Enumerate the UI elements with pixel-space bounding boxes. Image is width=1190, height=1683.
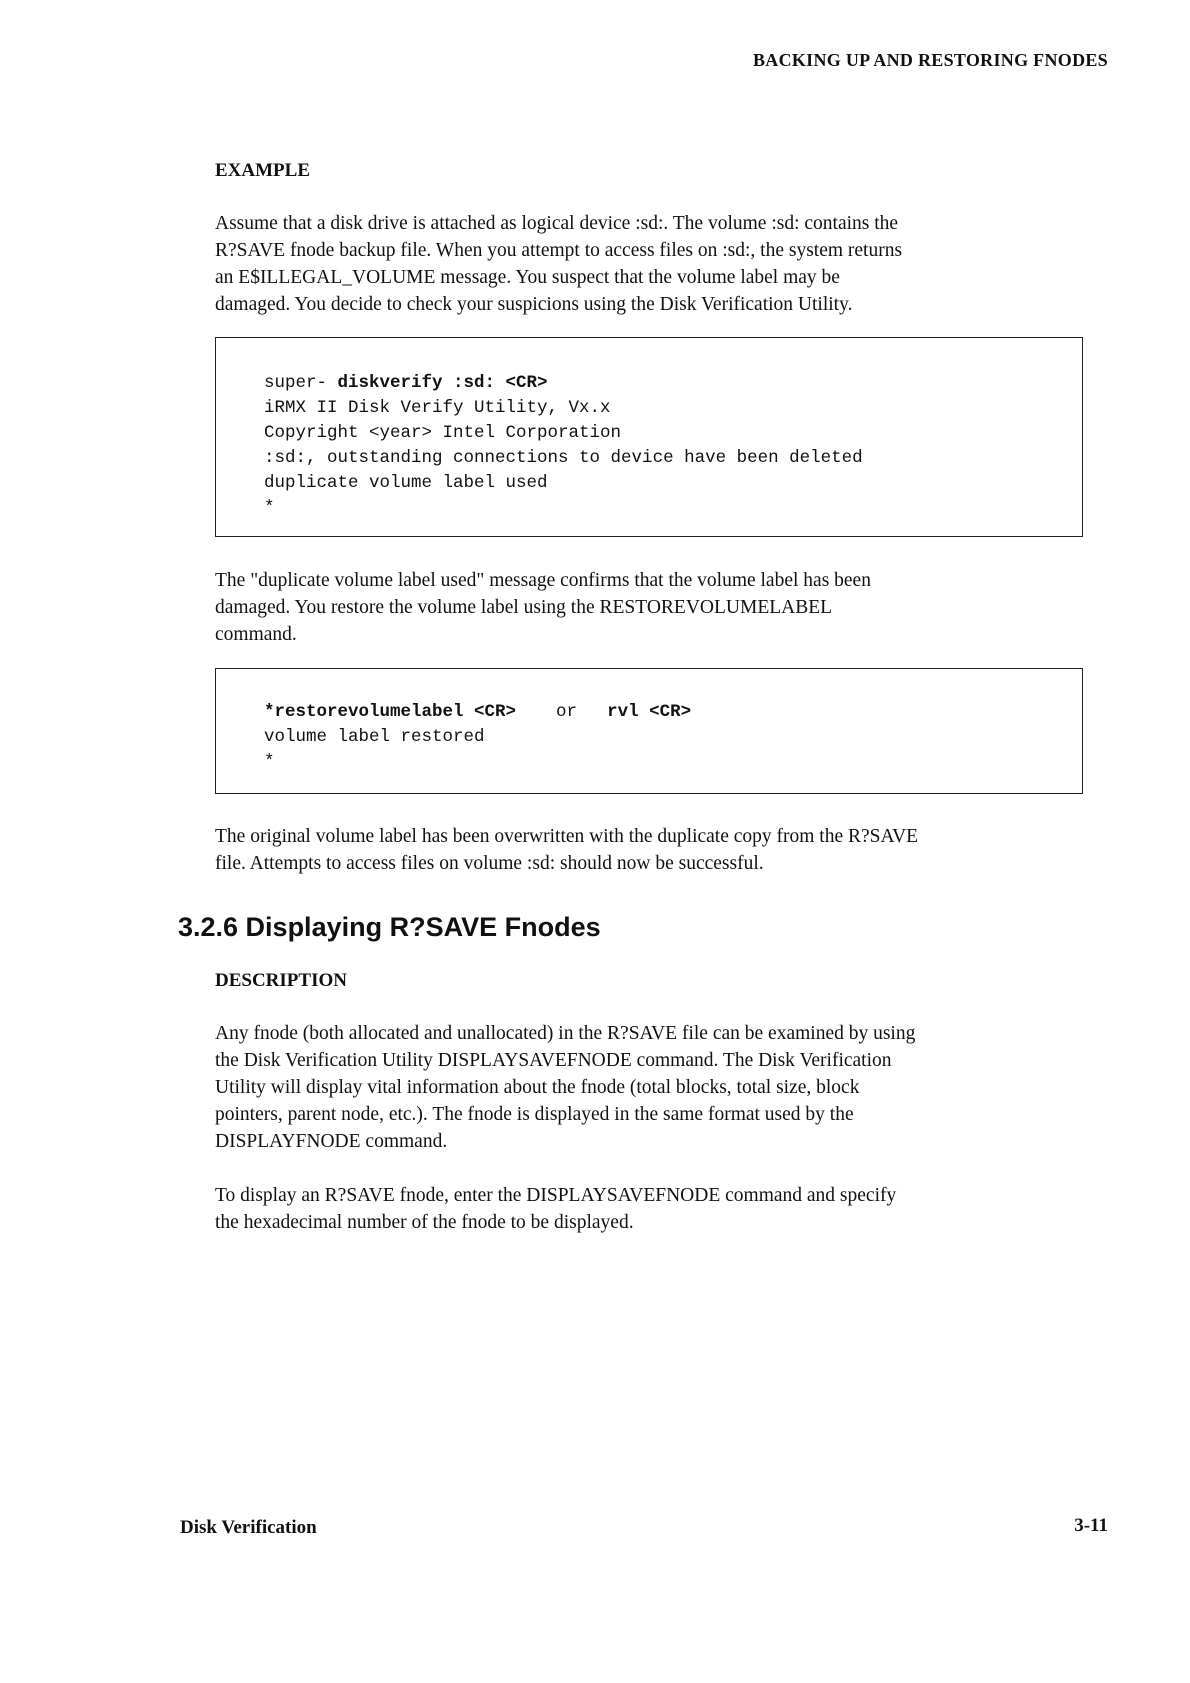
code-line: *: [264, 752, 275, 772]
text-line: The "duplicate volume label used" message confirms that the volume label has been: [215, 570, 871, 591]
example-intro-paragraph: [215, 210, 1095, 318]
text-line: R?SAVE fnode backup file. When you attempt to access files on :sd:, the system returns: [215, 240, 903, 261]
text-line: Assume that a disk drive is attached as logical device :sd:. The volume :sd: contains the: [215, 213, 899, 234]
text-line: Any fnode (both allocated and unallocated) in the R?SAVE file can be examined by using: [215, 1023, 916, 1044]
code-line: duplicate volume label used: [264, 473, 548, 493]
description-heading: DESCRIPTION: [215, 970, 347, 991]
text-line: pointers, parent node, etc.). The fnode is displayed in the same format used by the: [215, 1104, 854, 1125]
or-word: or: [556, 702, 578, 722]
example-closing-paragraph: [215, 823, 1095, 877]
text-line: an E$ILLEGAL_VOLUME message. You suspect that the volume label may be: [215, 267, 840, 288]
example-heading: EXAMPLE: [215, 160, 310, 181]
code-line: :sd:, outstanding connections to device have been deleted: [264, 448, 863, 468]
text-line: Utility will display vital information about the fnode (total blocks, total size, block: [215, 1077, 860, 1098]
text-line: DISPLAYFNODE command.: [215, 1131, 448, 1152]
section-title: 3.2.6 Displaying R?SAVE Fnodes: [178, 912, 601, 942]
text-line: the Disk Verification Utility DISPLAYSAVEFNODE command. The Disk Verification: [215, 1050, 892, 1071]
code-line: Copyright <year> Intel Corporation: [264, 423, 622, 443]
code-line: *: [264, 498, 275, 518]
alt-command-text: rvl <CR>: [607, 702, 692, 722]
footer-title: Disk Verification: [180, 1517, 317, 1538]
code-line: iRMX II Disk Verify Utility, Vx.x: [264, 398, 611, 418]
prompt: super-: [264, 373, 338, 393]
text-line: file. Attempts to access files on volume :sd: should now be successful.: [215, 853, 764, 874]
example-middle-paragraph: [215, 567, 1095, 648]
code-line-command: [264, 700, 691, 725]
running-head: BACKING UP AND RESTORING FNODES: [752, 50, 1108, 70]
description-paragraph-2: [215, 1182, 1095, 1236]
code-line: volume label restored: [264, 727, 485, 747]
text-line: To display an R?SAVE fnode, enter the DISPLAYSAVEFNODE command and specify: [215, 1185, 897, 1206]
command-text: *restorevolumelabel <CR>: [264, 702, 517, 722]
command-text: diskverify :sd: <CR>: [337, 373, 548, 393]
text-line: the hexadecimal number of the fnode to be displayed.: [215, 1212, 634, 1233]
code-line-command: [264, 371, 863, 396]
text-line: damaged. You restore the volume label using the RESTOREVOLUMELABEL: [215, 597, 833, 618]
text-line: The original volume label has been overwritten with the duplicate copy from the R?SAVE: [215, 826, 919, 847]
page-number: 3-11: [1074, 1515, 1108, 1536]
code-lines: [264, 371, 863, 521]
diskverify-code-box: [215, 337, 1083, 537]
text-line: damaged. You decide to check your suspicions using the Disk Verification Utility.: [215, 294, 853, 315]
restorevolumelabel-code-box: [215, 668, 1083, 794]
description-paragraph-1: [215, 1020, 1095, 1155]
text-line: command.: [215, 624, 297, 645]
code-lines: [264, 700, 691, 775]
